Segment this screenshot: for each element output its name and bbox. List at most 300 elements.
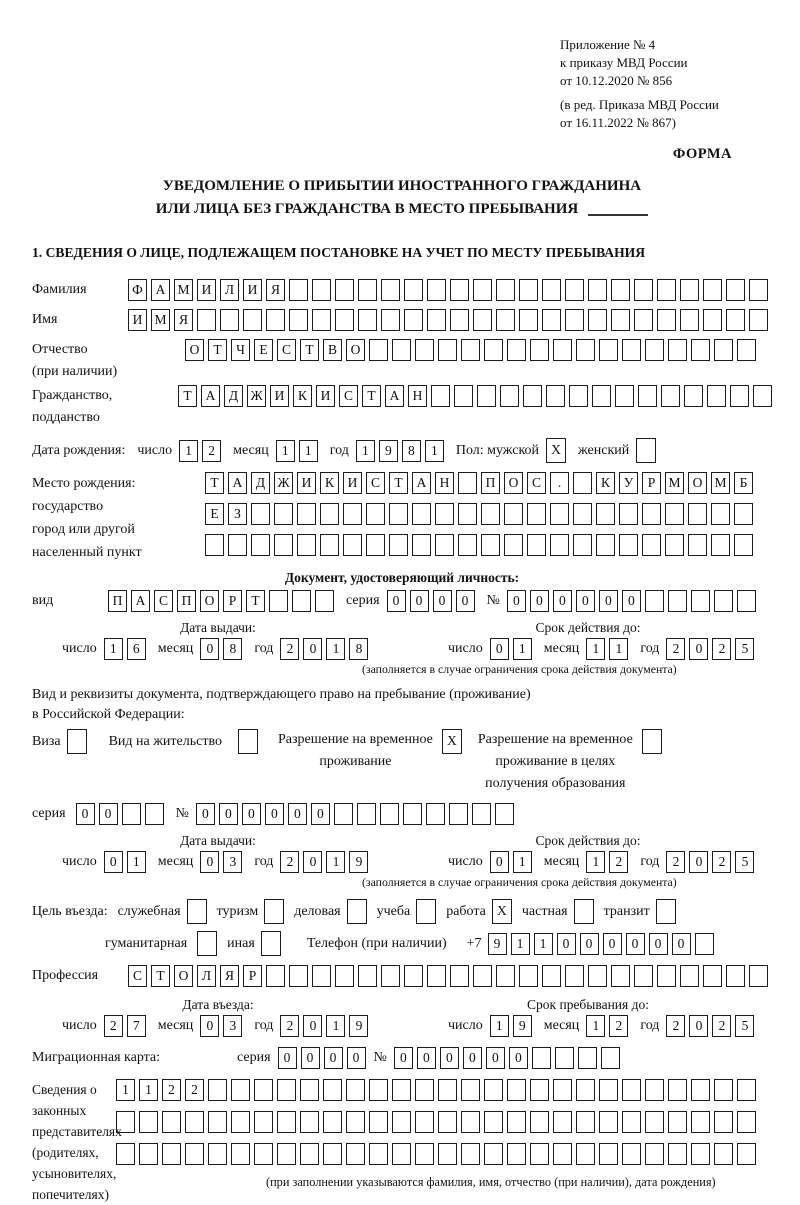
char-cell[interactable]	[668, 1111, 687, 1133]
char-cell[interactable]: И	[297, 472, 316, 494]
char-cell[interactable]: А	[201, 385, 220, 407]
char-cell[interactable]: 2	[712, 851, 731, 873]
char-cell[interactable]	[369, 1111, 388, 1133]
char-cell[interactable]: 5	[735, 1015, 754, 1037]
char-cell[interactable]	[599, 1111, 618, 1133]
char-cell[interactable]	[645, 590, 664, 612]
char-cell[interactable]	[569, 385, 588, 407]
char-cell[interactable]	[228, 534, 247, 556]
char-cell[interactable]: 1	[490, 1015, 509, 1037]
char-cell[interactable]	[527, 503, 546, 525]
char-cell[interactable]: 0	[76, 803, 95, 825]
char-cell[interactable]: 1	[586, 638, 605, 660]
char-cell[interactable]	[484, 1079, 503, 1101]
char-cell[interactable]	[366, 503, 385, 525]
char-cell[interactable]	[588, 279, 607, 301]
char-cell[interactable]	[415, 339, 434, 361]
char-cell[interactable]: 5	[735, 638, 754, 660]
char-cell[interactable]: Я	[220, 965, 239, 987]
char-cell[interactable]	[519, 279, 538, 301]
char-cell[interactable]: 0	[301, 1047, 320, 1069]
char-cell[interactable]: 0	[440, 1047, 459, 1069]
char-cell[interactable]	[473, 309, 492, 331]
char-cell[interactable]: 0	[288, 803, 307, 825]
char-cell[interactable]	[269, 590, 288, 612]
char-cell[interactable]	[231, 1111, 250, 1133]
char-cell[interactable]: Л	[220, 279, 239, 301]
char-cell[interactable]: И	[270, 385, 289, 407]
char-cell[interactable]	[323, 1079, 342, 1101]
char-cell[interactable]	[642, 503, 661, 525]
char-cell[interactable]	[357, 803, 376, 825]
char-cell[interactable]: .	[550, 472, 569, 494]
char-cell[interactable]	[645, 339, 664, 361]
char-cell[interactable]	[611, 279, 630, 301]
char-cell[interactable]	[711, 503, 730, 525]
char-cell[interactable]	[688, 534, 707, 556]
char-cell[interactable]	[657, 965, 676, 987]
char-cell[interactable]: Л	[197, 965, 216, 987]
char-cell[interactable]	[737, 1079, 756, 1101]
char-cell[interactable]	[622, 1079, 641, 1101]
char-cell[interactable]: 0	[219, 803, 238, 825]
char-cell[interactable]	[208, 1143, 227, 1165]
char-cell[interactable]	[449, 803, 468, 825]
char-cell[interactable]	[596, 534, 615, 556]
char-cell[interactable]: 2	[666, 1015, 685, 1037]
char-cell[interactable]	[162, 1111, 181, 1133]
char-cell[interactable]: И	[128, 309, 147, 331]
char-cell[interactable]	[139, 1111, 158, 1133]
char-cell[interactable]	[749, 309, 768, 331]
char-cell[interactable]: 0	[626, 933, 645, 955]
char-cell[interactable]: 0	[463, 1047, 482, 1069]
char-cell[interactable]: 3	[223, 851, 242, 873]
char-cell[interactable]	[555, 1047, 574, 1069]
char-cell[interactable]	[323, 1111, 342, 1133]
char-cell[interactable]: З	[228, 503, 247, 525]
char-cell[interactable]	[116, 1111, 135, 1133]
char-cell[interactable]	[197, 309, 216, 331]
char-cell[interactable]	[122, 803, 141, 825]
char-cell[interactable]	[315, 590, 334, 612]
char-cell[interactable]	[711, 534, 730, 556]
char-cell[interactable]: 0	[576, 590, 595, 612]
char-cell[interactable]: 0	[200, 851, 219, 873]
char-cell[interactable]	[714, 1143, 733, 1165]
char-cell[interactable]	[495, 803, 514, 825]
char-cell[interactable]	[415, 1111, 434, 1133]
char-cell[interactable]: 1	[425, 440, 444, 462]
char-cell[interactable]	[622, 1143, 641, 1165]
char-cell[interactable]	[691, 339, 710, 361]
char-cell[interactable]	[542, 279, 561, 301]
char-cell[interactable]: 3	[223, 1015, 242, 1037]
char-cell[interactable]	[472, 803, 491, 825]
char-cell[interactable]	[507, 339, 526, 361]
char-cell[interactable]: И	[343, 472, 362, 494]
char-cell[interactable]	[619, 503, 638, 525]
char-cell[interactable]	[565, 279, 584, 301]
char-cell[interactable]: 0	[490, 851, 509, 873]
char-cell[interactable]	[576, 1111, 595, 1133]
char-cell[interactable]	[703, 965, 722, 987]
char-cell[interactable]	[205, 534, 224, 556]
char-cell[interactable]	[116, 1143, 135, 1165]
char-cell[interactable]	[266, 309, 285, 331]
char-cell[interactable]	[714, 1079, 733, 1101]
char-cell[interactable]	[289, 279, 308, 301]
char-cell[interactable]	[578, 1047, 597, 1069]
char-cell[interactable]	[426, 803, 445, 825]
char-cell[interactable]: Б	[734, 472, 753, 494]
char-cell[interactable]	[381, 279, 400, 301]
char-cell[interactable]	[601, 1047, 620, 1069]
char-cell[interactable]: Ж	[274, 472, 293, 494]
char-cell[interactable]	[507, 1143, 526, 1165]
char-cell[interactable]: С	[277, 339, 296, 361]
char-cell[interactable]	[691, 1079, 710, 1101]
char-cell[interactable]: С	[154, 590, 173, 612]
char-cell[interactable]	[197, 931, 217, 956]
char-cell[interactable]: 2	[280, 638, 299, 660]
char-cell[interactable]	[254, 1111, 273, 1133]
char-cell[interactable]	[231, 1079, 250, 1101]
char-cell[interactable]: Р	[243, 965, 262, 987]
char-cell[interactable]: Е	[254, 339, 273, 361]
char-cell[interactable]	[412, 503, 431, 525]
char-cell[interactable]	[599, 1079, 618, 1101]
char-cell[interactable]	[380, 803, 399, 825]
char-cell[interactable]	[277, 1111, 296, 1133]
char-cell[interactable]: X	[442, 729, 462, 754]
char-cell[interactable]: 0	[347, 1047, 366, 1069]
char-cell[interactable]	[726, 309, 745, 331]
char-cell[interactable]: 8	[402, 440, 421, 462]
char-cell[interactable]: Т	[151, 965, 170, 987]
char-cell[interactable]	[389, 534, 408, 556]
char-cell[interactable]: 1	[326, 1015, 345, 1037]
char-cell[interactable]	[300, 1111, 319, 1133]
char-cell[interactable]	[243, 309, 262, 331]
char-cell[interactable]: 9	[379, 440, 398, 462]
char-cell[interactable]: 1	[139, 1079, 158, 1101]
char-cell[interactable]	[576, 339, 595, 361]
char-cell[interactable]	[573, 503, 592, 525]
char-cell[interactable]	[688, 503, 707, 525]
char-cell[interactable]	[335, 279, 354, 301]
char-cell[interactable]: 8	[349, 638, 368, 660]
char-cell[interactable]: 1	[299, 440, 318, 462]
char-cell[interactable]: Р	[223, 590, 242, 612]
char-cell[interactable]	[588, 965, 607, 987]
char-cell[interactable]	[753, 385, 772, 407]
char-cell[interactable]	[458, 534, 477, 556]
char-cell[interactable]: И	[243, 279, 262, 301]
char-cell[interactable]: А	[385, 385, 404, 407]
char-cell[interactable]: 9	[513, 1015, 532, 1037]
char-cell[interactable]	[254, 1143, 273, 1165]
char-cell[interactable]	[680, 279, 699, 301]
char-cell[interactable]: М	[711, 472, 730, 494]
char-cell[interactable]	[461, 1079, 480, 1101]
char-cell[interactable]: 0	[456, 590, 475, 612]
char-cell[interactable]: И	[316, 385, 335, 407]
char-cell[interactable]: 1	[511, 933, 530, 955]
char-cell[interactable]	[254, 1079, 273, 1101]
char-cell[interactable]	[358, 309, 377, 331]
char-cell[interactable]: Д	[224, 385, 243, 407]
char-cell[interactable]: 0	[580, 933, 599, 955]
char-cell[interactable]	[473, 279, 492, 301]
char-cell[interactable]	[231, 1143, 250, 1165]
char-cell[interactable]	[553, 1143, 572, 1165]
char-cell[interactable]: С	[339, 385, 358, 407]
char-cell[interactable]	[187, 899, 207, 924]
char-cell[interactable]: 1	[609, 638, 628, 660]
char-cell[interactable]: 1	[513, 851, 532, 873]
char-cell[interactable]	[438, 1111, 457, 1133]
char-cell[interactable]	[565, 965, 584, 987]
char-cell[interactable]	[208, 1111, 227, 1133]
char-cell[interactable]	[680, 309, 699, 331]
char-cell[interactable]: А	[131, 590, 150, 612]
char-cell[interactable]	[274, 503, 293, 525]
char-cell[interactable]	[366, 534, 385, 556]
char-cell[interactable]	[642, 729, 662, 754]
char-cell[interactable]: 0	[433, 590, 452, 612]
char-cell[interactable]: 0	[689, 638, 708, 660]
char-cell[interactable]	[251, 503, 270, 525]
char-cell[interactable]	[404, 965, 423, 987]
char-cell[interactable]	[507, 1079, 526, 1101]
char-cell[interactable]	[737, 1111, 756, 1133]
char-cell[interactable]	[657, 279, 676, 301]
char-cell[interactable]: М	[665, 472, 684, 494]
char-cell[interactable]: Н	[435, 472, 454, 494]
char-cell[interactable]: 0	[303, 638, 322, 660]
char-cell[interactable]	[185, 1111, 204, 1133]
char-cell[interactable]	[481, 534, 500, 556]
char-cell[interactable]: 2	[609, 1015, 628, 1037]
char-cell[interactable]	[656, 899, 676, 924]
char-cell[interactable]: 0	[394, 1047, 413, 1069]
char-cell[interactable]: О	[174, 965, 193, 987]
char-cell[interactable]	[334, 803, 353, 825]
char-cell[interactable]: 6	[127, 638, 146, 660]
char-cell[interactable]	[392, 1111, 411, 1133]
char-cell[interactable]	[611, 309, 630, 331]
char-cell[interactable]	[300, 1143, 319, 1165]
char-cell[interactable]: П	[177, 590, 196, 612]
char-cell[interactable]	[264, 899, 284, 924]
char-cell[interactable]: 1	[326, 638, 345, 660]
char-cell[interactable]: Ф	[128, 279, 147, 301]
char-cell[interactable]	[415, 1079, 434, 1101]
char-cell[interactable]: К	[293, 385, 312, 407]
char-cell[interactable]: 0	[200, 638, 219, 660]
char-cell[interactable]	[404, 279, 423, 301]
char-cell[interactable]	[312, 279, 331, 301]
char-cell[interactable]: Ч	[231, 339, 250, 361]
char-cell[interactable]	[576, 1143, 595, 1165]
char-cell[interactable]: 0	[311, 803, 330, 825]
char-cell[interactable]	[530, 1111, 549, 1133]
char-cell[interactable]	[484, 1143, 503, 1165]
char-cell[interactable]: С	[366, 472, 385, 494]
char-cell[interactable]: 1	[534, 933, 553, 955]
char-cell[interactable]	[550, 534, 569, 556]
char-cell[interactable]	[519, 309, 538, 331]
char-cell[interactable]: П	[481, 472, 500, 494]
char-cell[interactable]: 2	[202, 440, 221, 462]
char-cell[interactable]: Т	[246, 590, 265, 612]
char-cell[interactable]: О	[185, 339, 204, 361]
char-cell[interactable]	[645, 1111, 664, 1133]
char-cell[interactable]: 0	[324, 1047, 343, 1069]
char-cell[interactable]	[507, 1111, 526, 1133]
char-cell[interactable]	[450, 965, 469, 987]
char-cell[interactable]: У	[619, 472, 638, 494]
char-cell[interactable]: Р	[642, 472, 661, 494]
char-cell[interactable]	[261, 931, 281, 956]
char-cell[interactable]	[588, 309, 607, 331]
char-cell[interactable]: 0	[557, 933, 576, 955]
char-cell[interactable]	[335, 309, 354, 331]
char-cell[interactable]	[416, 899, 436, 924]
char-cell[interactable]	[266, 965, 285, 987]
char-cell[interactable]	[714, 339, 733, 361]
char-cell[interactable]: 2	[280, 851, 299, 873]
char-cell[interactable]	[461, 339, 480, 361]
char-cell[interactable]: 0	[104, 851, 123, 873]
char-cell[interactable]: 0	[99, 803, 118, 825]
char-cell[interactable]	[347, 899, 367, 924]
char-cell[interactable]	[749, 279, 768, 301]
char-cell[interactable]	[599, 339, 618, 361]
char-cell[interactable]: 0	[603, 933, 622, 955]
char-cell[interactable]	[737, 1143, 756, 1165]
char-cell[interactable]	[596, 503, 615, 525]
char-cell[interactable]: 7	[127, 1015, 146, 1037]
char-cell[interactable]	[208, 1079, 227, 1101]
char-cell[interactable]	[438, 1143, 457, 1165]
char-cell[interactable]	[139, 1143, 158, 1165]
char-cell[interactable]: О	[200, 590, 219, 612]
char-cell[interactable]	[461, 1111, 480, 1133]
char-cell[interactable]	[734, 534, 753, 556]
char-cell[interactable]	[320, 534, 339, 556]
char-cell[interactable]	[565, 309, 584, 331]
char-cell[interactable]: 0	[622, 590, 641, 612]
char-cell[interactable]	[496, 965, 515, 987]
char-cell[interactable]: А	[412, 472, 431, 494]
char-cell[interactable]	[438, 1079, 457, 1101]
char-cell[interactable]: О	[688, 472, 707, 494]
char-cell[interactable]	[504, 534, 523, 556]
char-cell[interactable]	[185, 1143, 204, 1165]
char-cell[interactable]	[636, 438, 656, 463]
char-cell[interactable]	[251, 534, 270, 556]
char-cell[interactable]: С	[527, 472, 546, 494]
char-cell[interactable]	[691, 1111, 710, 1133]
char-cell[interactable]	[530, 339, 549, 361]
char-cell[interactable]	[358, 279, 377, 301]
char-cell[interactable]	[438, 339, 457, 361]
char-cell[interactable]	[695, 933, 714, 955]
char-cell[interactable]: 0	[200, 1015, 219, 1037]
char-cell[interactable]	[599, 1143, 618, 1165]
char-cell[interactable]	[542, 965, 561, 987]
char-cell[interactable]: 2	[280, 1015, 299, 1037]
char-cell[interactable]	[668, 339, 687, 361]
char-cell[interactable]	[435, 534, 454, 556]
char-cell[interactable]	[532, 1047, 551, 1069]
char-cell[interactable]	[484, 339, 503, 361]
char-cell[interactable]: 1	[179, 440, 198, 462]
char-cell[interactable]	[645, 1079, 664, 1101]
char-cell[interactable]	[634, 309, 653, 331]
char-cell[interactable]	[622, 339, 641, 361]
char-cell[interactable]	[392, 1143, 411, 1165]
char-cell[interactable]	[343, 503, 362, 525]
char-cell[interactable]: X	[546, 438, 566, 463]
char-cell[interactable]	[496, 279, 515, 301]
char-cell[interactable]	[737, 590, 756, 612]
char-cell[interactable]	[369, 1143, 388, 1165]
char-cell[interactable]	[737, 339, 756, 361]
char-cell[interactable]: С	[128, 965, 147, 987]
char-cell[interactable]	[634, 965, 653, 987]
char-cell[interactable]: Д	[251, 472, 270, 494]
char-cell[interactable]: 0	[649, 933, 668, 955]
char-cell[interactable]	[611, 965, 630, 987]
char-cell[interactable]: Т	[205, 472, 224, 494]
char-cell[interactable]: 0	[303, 851, 322, 873]
char-cell[interactable]: X	[492, 899, 512, 924]
char-cell[interactable]: 2	[666, 851, 685, 873]
char-cell[interactable]	[530, 1143, 549, 1165]
char-cell[interactable]	[573, 472, 592, 494]
char-cell[interactable]	[220, 309, 239, 331]
char-cell[interactable]: 0	[265, 803, 284, 825]
char-cell[interactable]	[277, 1143, 296, 1165]
char-cell[interactable]	[461, 1143, 480, 1165]
char-cell[interactable]: 2	[609, 851, 628, 873]
char-cell[interactable]: 0	[278, 1047, 297, 1069]
char-cell[interactable]	[323, 1143, 342, 1165]
char-cell[interactable]	[369, 1079, 388, 1101]
char-cell[interactable]: 2	[666, 638, 685, 660]
char-cell[interactable]: Т	[208, 339, 227, 361]
char-cell[interactable]	[668, 1143, 687, 1165]
char-cell[interactable]	[346, 1079, 365, 1101]
char-cell[interactable]	[300, 1079, 319, 1101]
char-cell[interactable]: 0	[507, 590, 526, 612]
char-cell[interactable]	[573, 534, 592, 556]
char-cell[interactable]	[346, 1111, 365, 1133]
char-cell[interactable]: 1	[586, 1015, 605, 1037]
char-cell[interactable]	[484, 1111, 503, 1133]
char-cell[interactable]: Т	[389, 472, 408, 494]
char-cell[interactable]	[619, 534, 638, 556]
char-cell[interactable]	[553, 1079, 572, 1101]
char-cell[interactable]	[668, 1079, 687, 1101]
char-cell[interactable]	[320, 503, 339, 525]
char-cell[interactable]: 0	[410, 590, 429, 612]
char-cell[interactable]	[576, 1079, 595, 1101]
char-cell[interactable]	[504, 503, 523, 525]
